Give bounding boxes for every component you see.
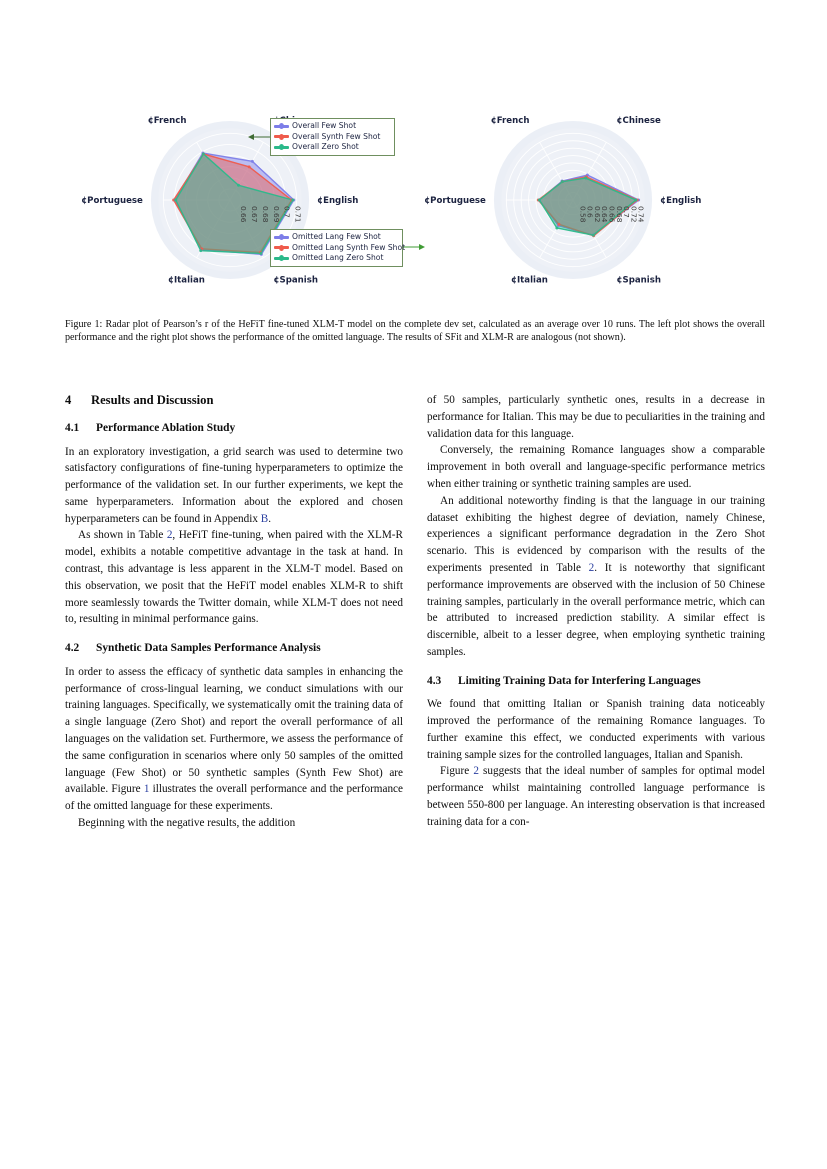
legend-swatch-synth-few-shot-icon (274, 135, 289, 138)
paragraph-ablation-2 (65, 527, 403, 628)
paragraph-right-2: Conversely, the remaining Romance languages show a comparable improvement in both overall and language-specific performance metrics when either training or synthetic training samples are used. (427, 444, 765, 490)
svg-text:0.72: 0.72 (629, 206, 639, 223)
paragraph-synthetic-2: Beginning with the negative results, the addition (78, 816, 296, 829)
svg-text:0.7: 0.7 (282, 206, 292, 218)
section-title: Results and Discussion (91, 393, 214, 407)
paragraph-limiting-1: We found that omitting Italian or Spanish training data noticeably improved the performance of the remaining Romance languages. To further examine this effect, we conducted experiments with various training sample sizes for the controlled languages, Italian and Spanish. (427, 698, 765, 761)
text-run: An additional noteworthy finding is that the language in our training dataset exhibiting the highest degree of deviation, namely Chinese, experiences a significant performance degradation in the Zero Shot scenario. This is evidenced by comparison with the results of the experiments presented in Table (427, 494, 765, 574)
reference-link-figure-2[interactable]: 2 (473, 765, 479, 778)
text-run: , HeFiT fine-tuning, when paired with the XLM-R model, exhibits a notable competitive advantage in the task at hand. In contrast, this advantage is less apparent in the XLM-T model. Based on this observation, we posit that the HeFiT model enables XLM-R to shift more seamlessly towards the Twitter domain, while XLM-T does not need to, resulting in minimal performance gains. (65, 529, 403, 626)
paragraph-limiting-2 (427, 763, 765, 830)
svg-text:0.68: 0.68 (614, 206, 624, 223)
reference-link-figure-1[interactable]: 1 (143, 783, 150, 796)
legend-item (274, 142, 390, 153)
svg-text:¢English: ¢English (317, 196, 359, 206)
text-run: In an exploratory investigation, a grid search was used to determine two satisfactory configurations of fine-tuning hyperparameters to optimize the performance of the validation set. In our further experiments, we kept the same hyperparameters. Information about the explored and chosen hyperparameters can be found in Appendix (65, 445, 403, 525)
subsection-heading-limiting (427, 674, 765, 690)
svg-text:¢Italian: ¢Italian (167, 275, 205, 286)
legend-label: Omitted Lang Few Shot (292, 232, 381, 241)
legend-label: Omitted Lang Synth Few Shot (292, 242, 406, 252)
text-run: suggests that the ideal number of samples for optimal model performance whilst maintaining controlled language performance is between 550-800 per language. An interesting observation is that increased training data for a con- (427, 765, 765, 828)
reference-link-appendix-b[interactable]: B (260, 512, 269, 525)
text-run: As shown in Table (78, 529, 167, 542)
svg-text:0.66: 0.66 (238, 206, 248, 223)
legend-overall (270, 118, 395, 156)
svg-text:¢Portuguese: ¢Portuguese (424, 196, 486, 206)
svg-text:¢Spanish: ¢Spanish (616, 275, 661, 286)
svg-text:0.66: 0.66 (607, 206, 617, 223)
svg-text:0.7: 0.7 (622, 206, 632, 218)
legend-swatch-omitted-few-shot-icon (274, 236, 289, 239)
legend-swatch-omitted-zero-shot-icon (274, 257, 289, 260)
legend-label: Overall Zero Shot (292, 142, 359, 151)
svg-text:0.71: 0.71 (293, 206, 303, 223)
legend-swatch-few-shot-icon (274, 125, 289, 128)
svg-text:0.62: 0.62 (592, 206, 602, 223)
subsection-number: 4.2 (65, 642, 80, 655)
reference-link-table-2[interactable]: 2 (166, 529, 173, 542)
text-run: illustrates the overall performance and the performance of the omitted language for these experiments. (65, 783, 403, 813)
column-right (427, 392, 765, 831)
figure-1 (62, 96, 765, 306)
figure-caption: Figure 1: Radar plot of Pearson’s r of the HeFiT fine-tuned XLM-T model on the complete dev set, calculated as an average over 10 runs. The left plot shows the overall performance and the right plot shows the performance of the omitted language. The results of SFit and XLM-R are analogous (not shown). (65, 319, 765, 344)
svg-text:¢French: ¢French (490, 116, 530, 127)
svg-text:¢Italian: ¢Italian (510, 275, 548, 286)
text-run: . It is noteworthy that significant performance improvements are observed with the inclusion of 50 Chinese training samples, particularly in the overall performance metric, which can be attributed to increased prediction stability. A similar effect is discernible, albeit to a lesser degree, when employing synthetic training samples. (427, 561, 765, 658)
radar-chart-omitted (415, 96, 765, 306)
subsection-title: Limiting Training Data for Interfering Languages (458, 674, 701, 687)
legend-item (274, 121, 390, 132)
subsection-number: 4.3 (427, 674, 442, 687)
subsection-title: Performance Ablation Study (96, 422, 236, 434)
section-number: 4 (65, 393, 72, 407)
text-run: . (268, 512, 271, 525)
text-run: Figure (440, 765, 474, 778)
reference-link-table-2b[interactable]: 2 (588, 561, 595, 574)
legend-item (274, 253, 398, 264)
legend-label: Overall Few Shot (292, 121, 357, 130)
legend-swatch-omitted-synth-few-shot-icon (274, 246, 289, 249)
legend-item (274, 232, 398, 243)
subsection-heading-ablation (65, 421, 403, 437)
svg-text:¢Spanish: ¢Spanish (273, 275, 318, 286)
section-heading-results (65, 392, 403, 408)
svg-text:0.68: 0.68 (260, 206, 270, 223)
legend-omitted (270, 229, 406, 267)
svg-text:0.74: 0.74 (636, 206, 646, 223)
svg-text:0.58: 0.58 (578, 206, 588, 223)
paragraph-synthetic-1 (65, 664, 403, 815)
subsection-number: 4.1 (65, 422, 80, 434)
svg-text:¢Portuguese: ¢Portuguese (81, 196, 143, 206)
svg-text:0.67: 0.67 (249, 206, 259, 223)
svg-text:0.6: 0.6 (585, 206, 595, 218)
svg-text:¢English: ¢English (660, 196, 702, 206)
legend-swatch-zero-shot-icon (274, 146, 289, 149)
legend-label: Omitted Lang Zero Shot (292, 253, 384, 262)
radar-right-svg (415, 96, 765, 306)
paragraph-right-1: of 50 samples, particularly synthetic ones, results in a decrease in performance for Italian. This may be due to peculiarities in the training and validation data for this language. (427, 394, 765, 440)
paragraph-right-3 (427, 493, 765, 661)
svg-text:0.69: 0.69 (271, 206, 281, 223)
subsection-title: Synthetic Data Samples Performance Analysis (96, 642, 321, 655)
svg-text:¢Chinese: ¢Chinese (616, 116, 661, 127)
svg-text:¢French: ¢French (147, 116, 187, 127)
legend-label: Overall Synth Few Shot (292, 131, 381, 141)
legend-item (274, 242, 406, 254)
paragraph-ablation-1 (65, 444, 403, 528)
column-left (65, 392, 403, 832)
text-run: In order to assess the efficacy of synthetic data samples in enhancing the performance of cross-lingual learning, we conduct simulations with our training languages. Specifically, we systematically omit the training data of a single language (Zero Shot) and report the overall performance of all languages on the validation set. Furthermore, we assess the performance of the same configuration in scenarios where only 50 samples of the omitted language (Few Shot) or 50 synthetic samples (Synth Few Shot) are available. Figure (65, 665, 403, 796)
legend-item (274, 132, 390, 143)
svg-text:0.64: 0.64 (600, 206, 610, 223)
subsection-heading-synthetic (65, 641, 403, 657)
